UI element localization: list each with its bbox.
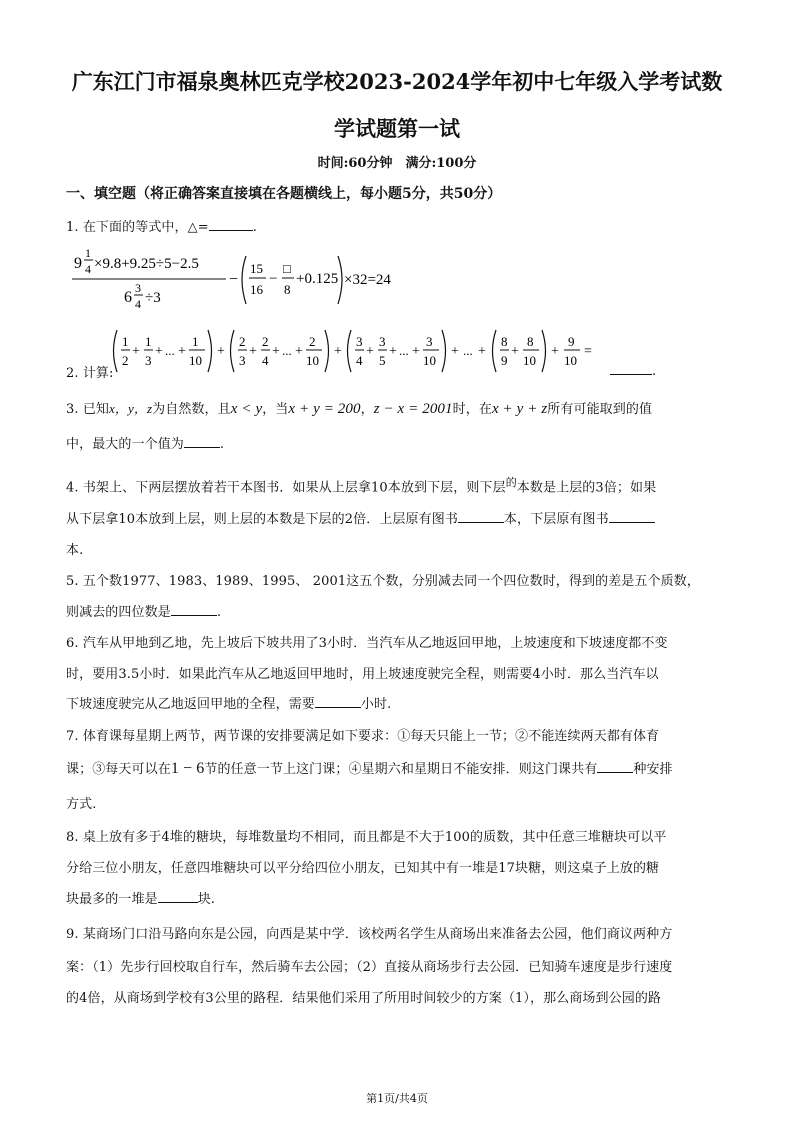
question-1-text: 1. 在下面的等式中，△= . [66,220,257,235]
answer-blank-q6 [315,695,361,708]
page-number: 第1页/共4页 [366,1092,428,1105]
q1-p-den2: 8 [284,282,291,297]
question-7-line-1: 7. 体育课每星期上两节，两节课的安排要满足如下要求：①每天只能上一节；②不能连续两天都有体育 [66,729,660,744]
q2-plus: + [295,344,303,359]
q1-den-whole: 6 [124,289,132,306]
q2-frac-den: 3 [239,353,246,368]
answer-blank-q3 [184,435,220,448]
q2-frac-num: 1 [122,334,129,349]
q2-frac-den: 3 [145,353,152,368]
q1-right-paren [338,256,342,304]
answer-blank-q1 [209,218,253,231]
question-9-line-2: 案：（1）先步行回校取自行车，然后骑车去公园；（2）直接从商场步行去公园．已知骑车速度是步行速度 [66,960,673,975]
q2-frac-num: 1 [192,334,199,349]
q2-frac-den: 10 [423,353,436,368]
q2-plus: + [155,344,163,359]
question-8-line-2: 分给三位小朋友，任意四堆糖块可以平分给四位小朋友，已知其中有一堆是17块糖，则这桌子上放的糖 [66,861,660,876]
q2-equals: = [584,344,592,359]
answer-blank-q7 [597,760,633,773]
exam-title-line-2: 学试题第一试 [334,116,460,141]
question-9-line-3: 的4倍，从商场到学校有3公里的路程．结果他们采用了所用时间较少的方案（1），那么商场到公园的路 [66,991,662,1006]
q2-dots: ... [463,343,473,358]
answer-blank-q4-lower [609,510,655,523]
q2-paren [442,330,446,372]
answer-blank-q4-upper [458,510,504,523]
question-4-line-1: 4. 书架上、下两层摆放着若干本图书．如果从上层拿10本放到下层，则下层$^的$本数是上层的3倍；如果 [66,476,657,496]
question-6-line-2: 时，要用3.5小时．如果此汽车从乙地返回甲地时，用上坡速度驶完全程，则需要4小时．那么当汽车以 [66,667,659,682]
q2-frac-num: 3 [426,334,433,349]
q2-plus: + [366,344,374,359]
q1-p-num2-box: □ [283,261,291,276]
q2-frac-den: 4 [262,353,269,368]
q1-den-num: 3 [135,281,141,295]
q2-paren [348,330,352,372]
q1-den-tail: ÷3 [145,290,161,306]
question-3-line-1: 3. 已知x，y，z为自然数，且x < y，当x + y = 200，z − x = 2001时，在x + y + z所有可能取到的值 [66,401,653,417]
q2-frac-den: 5 [379,353,386,368]
question-2-answer: . [610,362,656,379]
section-heading-fill-in: 一、填空题（将正确答案直接填在各题横线上，每小题5分，共50分） [66,186,502,202]
q2-plus: + [389,344,397,359]
q2-paren [325,330,329,372]
q2-plus: + [551,344,559,359]
q2-frac-num: 3 [356,334,363,349]
q1-numerator-tail: ×9.8+9.25÷5−2.5 [94,256,199,272]
q2-frac-num: 2 [262,334,269,349]
question-3-line-2: 中，最大的一个值为 . [66,437,225,452]
answer-blank-q2 [610,362,652,375]
question-7-line-2: 课；③每天可以在1 − 6节的任意一节上这门课；④星期六和星期日不能安排．则这门课共有 种安排 [66,760,673,777]
q2-plus: + [478,344,486,359]
q2-frac-den: 10 [564,353,577,368]
q2-plus: + [334,344,342,359]
q2-plus: + [178,344,186,359]
q2-plus: + [249,344,257,359]
q2-plus: + [511,344,519,359]
q1-p-tail: +0.125 [296,271,339,287]
q2-frac-num: 8 [527,334,534,349]
q2-paren [542,330,546,372]
question-6-line-1: 6. 汽车从甲地到乙地，先上坡后下坡共用了3小时．当汽车从乙地返回甲地，上坡速度和下坡速度都不变 [66,636,668,651]
q1-formula-rest: ×32=24 [344,272,391,288]
q2-frac-den: 4 [356,353,363,368]
q2-plus: + [451,344,459,359]
q1-p-num1: 15 [250,261,263,276]
exam-time-score: 时间:60分钟 满分:100分 [317,156,477,171]
question-2-formula [110,324,670,380]
q1-frac-num: 1 [85,246,91,260]
q1-p-minus: − [269,271,278,287]
q1-frac-den: 4 [85,262,91,276]
q2-paren [208,330,212,372]
q1-left-paren [242,256,246,304]
q2-frac-den: 2 [122,353,129,368]
question-8-line-3: 块最多的一堆是 块. [66,892,216,907]
q2-frac-num: 3 [379,334,386,349]
q2-paren [114,330,118,372]
q2-plus: + [412,344,420,359]
q1-minus: − [229,271,239,288]
q2-plus: + [217,344,225,359]
question-5-line-2: 则减去的四位数是 . [66,605,222,620]
q2-paren [493,330,497,372]
answer-blank-q5 [171,603,217,616]
question-6-line-3: 下坡速度驶完从乙地返回甲地的全程，需要 小时. [66,697,392,712]
q2-dots: ... [399,343,409,358]
q2-frac-num: 2 [239,334,246,349]
question-9-line-1: 9. 某商场门口沿马路向东是公园，向西是某中学．该校两名学生从商场出来准备去公园，他们商议两种方 [66,927,673,942]
q2-frac-num: 1 [145,334,152,349]
q2-plus: + [132,344,140,359]
q2-frac-num: 2 [309,334,316,349]
question-4-line-2: 从下层拿10本放到上层，则上层的本数是下层的2倍．上层原有图书 本，下层原有图书 [66,508,655,527]
q2-frac-num: 9 [568,334,575,349]
q2-frac-den: 10 [306,353,319,368]
q2-plus: + [272,344,280,359]
q1-den-den: 4 [135,297,141,311]
question-1-formula [66,242,426,314]
q2-frac-num: 8 [501,334,508,349]
answer-blank-q8 [158,890,198,903]
question-8-line-1: 8. 桌上放有多于4堆的糖块，每堆数量均不相同，而且都是不大于100的质数，其中任意三堆糖块可以平 [66,830,667,845]
q2-frac-den: 10 [189,353,202,368]
q1-whole: 9 [74,255,82,272]
q2-dots: ... [165,343,175,358]
q2-frac-den: 10 [523,353,536,368]
question-2-prefix: 2. 计算: [66,366,114,381]
question-4-line-3: 本. [66,543,84,558]
q1-p-den1: 16 [250,282,263,297]
q2-frac-den: 9 [501,353,508,368]
q2-paren [231,330,235,372]
question-7-line-3: 方式. [66,797,97,812]
q2-dots: ... [282,343,292,358]
exam-title-line-1: 广东江门市福泉奥林匹克学校2023-2024学年初中七年级入学考试数 [71,69,723,94]
question-5-line-1: 5. 五个数1977、1983、1989、1995、 2001这五个数，分别减去同一个四位数时，得到的差是五个质数， [66,574,700,589]
